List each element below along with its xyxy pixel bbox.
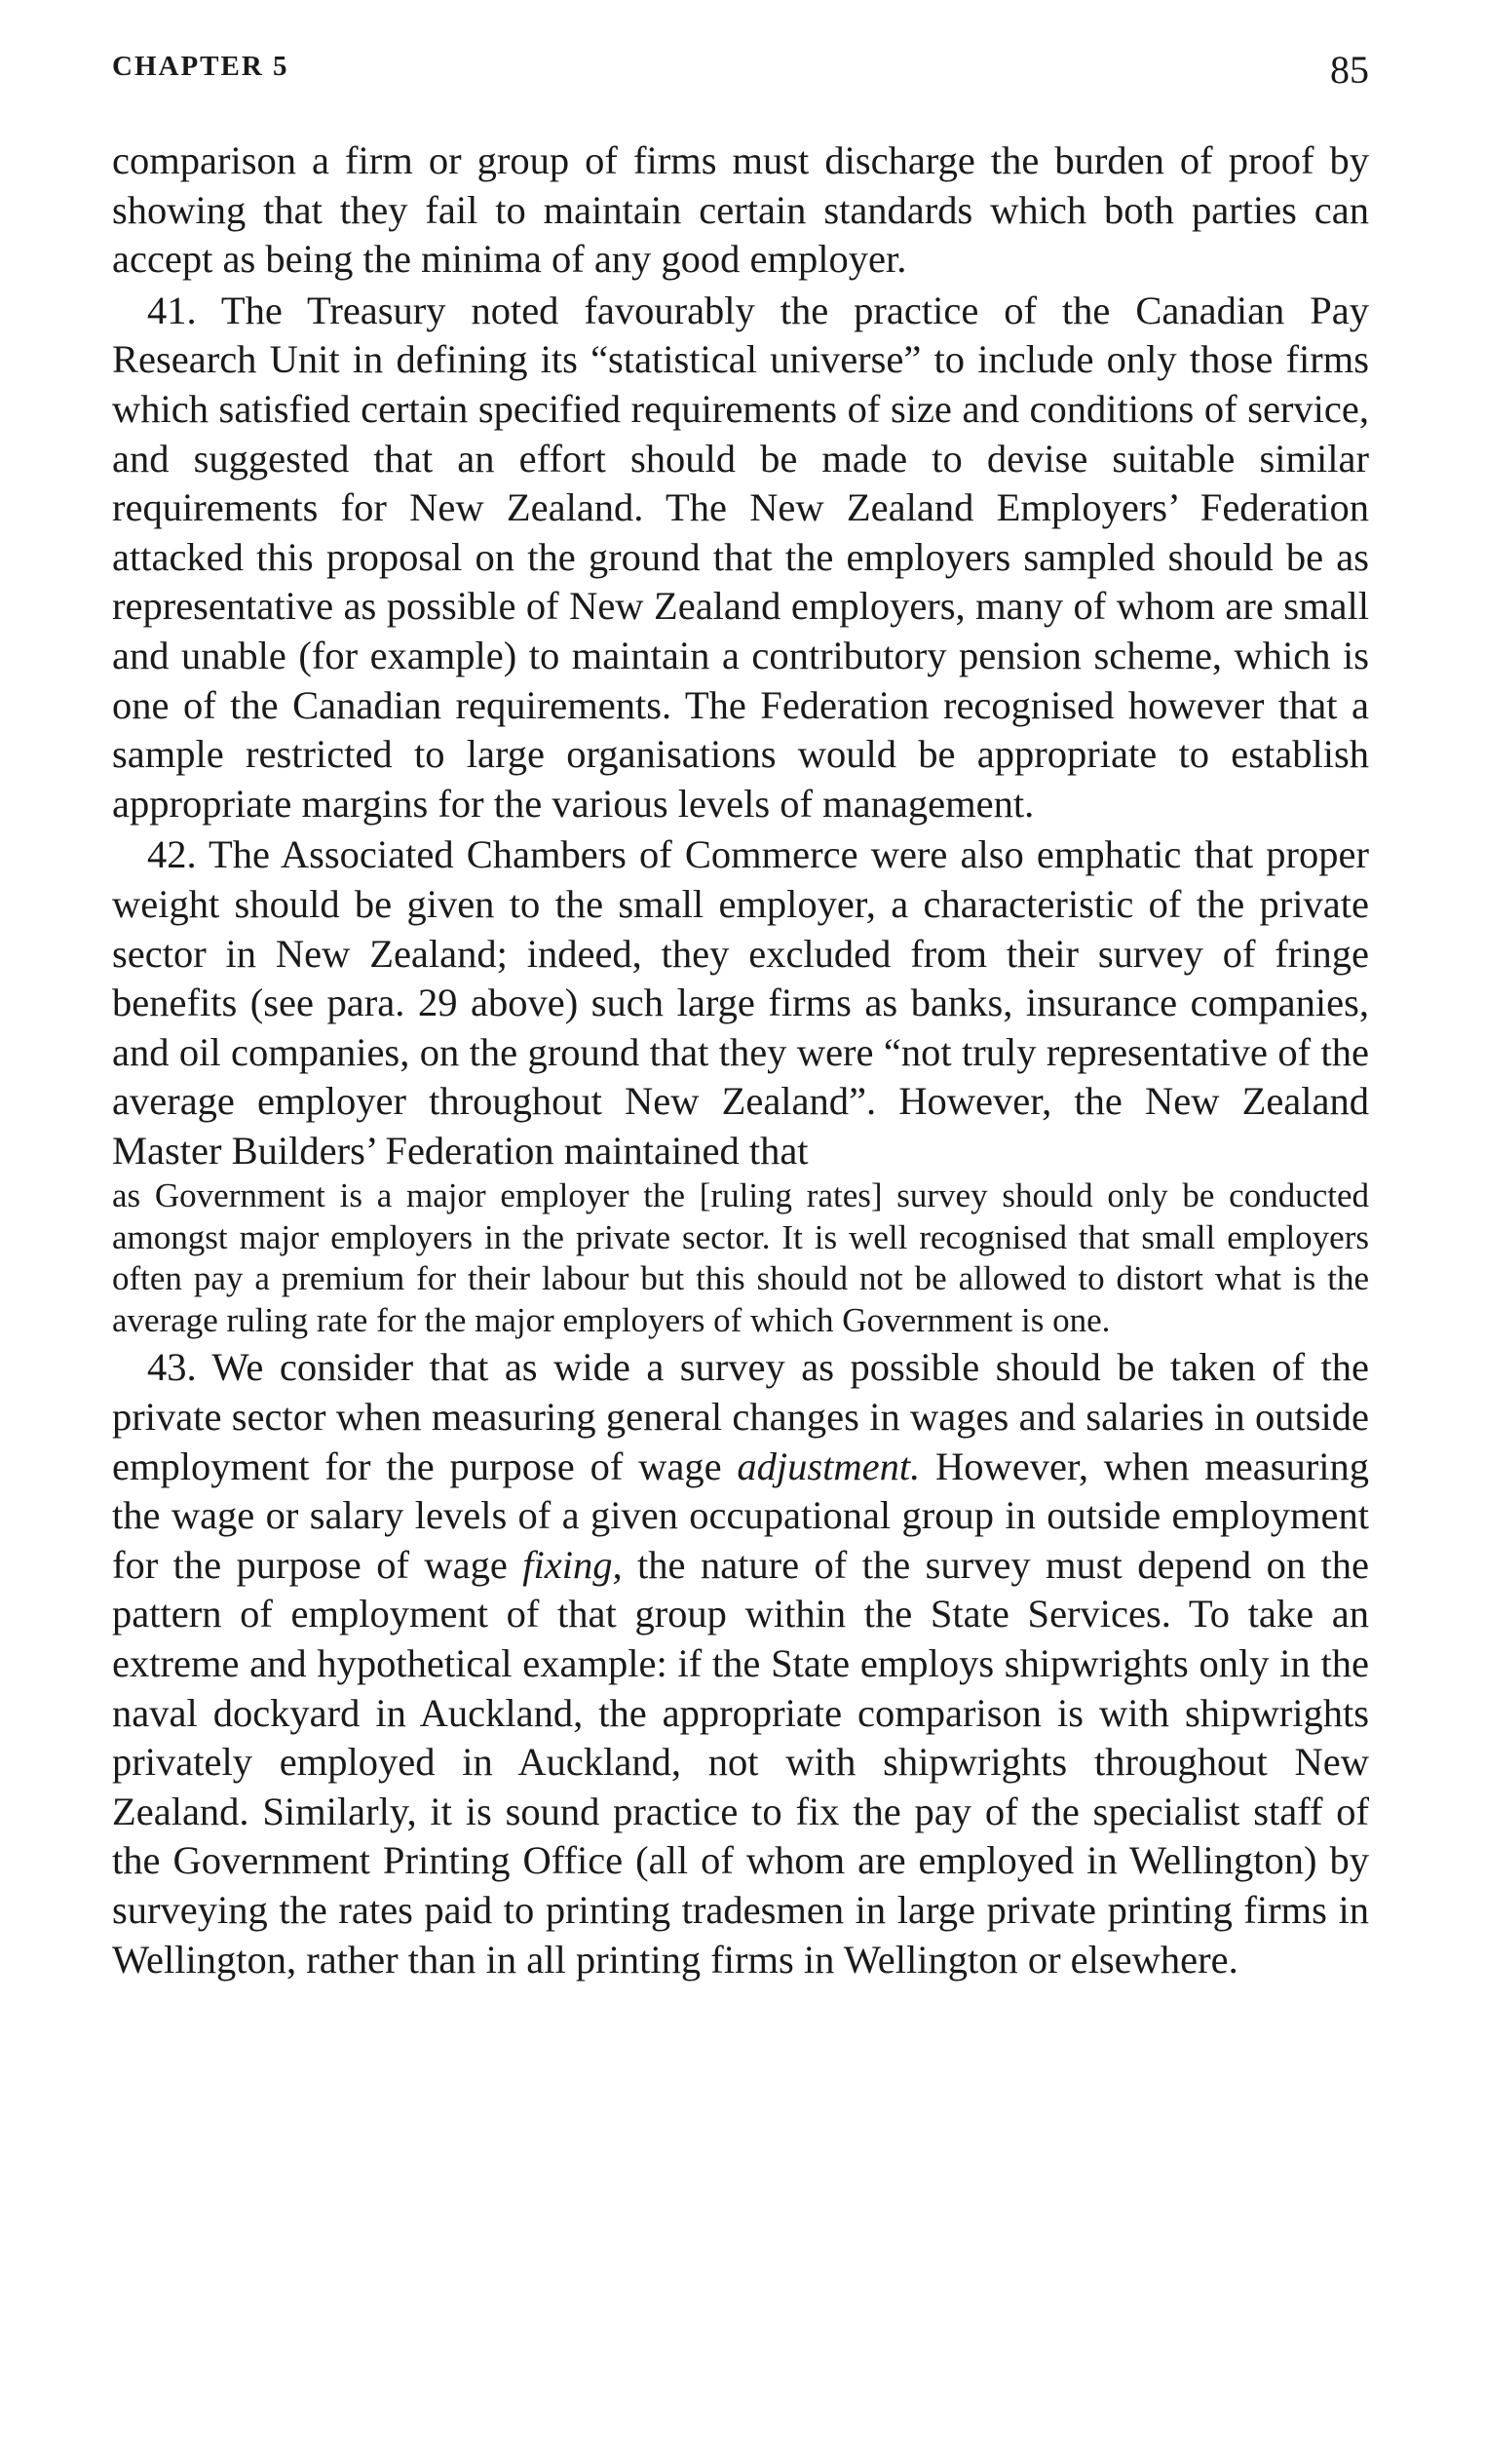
emphasis-text: fixing,: [522, 1542, 623, 1587]
page-body: [112, 136, 1369, 1984]
paragraph-number: 43.: [147, 1345, 197, 1390]
paragraph-text: However, when measuring the wage or salary levels of a given occupational group in outside employment for the purpose of wage: [112, 1444, 1369, 1587]
paragraph-number: 42.: [147, 832, 197, 877]
paragraph-text: We consider that as wide a survey as possible should be taken of the private sector when measuring general changes in wages and salaries in outside employment for the purpose of wage: [112, 1345, 1369, 1488]
emphasis-text: adjustment.: [737, 1444, 921, 1488]
chapter-heading: CHAPTER 5: [112, 51, 289, 82]
paragraph-text: the nature of the survey must depend on the pattern of employment of that group within the State Services. To take an extreme and hypothetical example: if the State employs shipwrights only in the naval dockyard in Auckland, the appropriate comparison is with shipwrights privately employed in Auckland, not with shipwrights throughout New Zealand. Similarly, it is sound practice to fix the pay of the specialist staff of the Government Printing Office (all of whom are employed in Wellington) by surveying the rates paid to printing tradesmen in large private printing firms in Wellington, rather than in all printing firms in Wellington or elsewhere.: [112, 1542, 1369, 1982]
page-header: [112, 47, 1369, 105]
page-number: 85: [1330, 48, 1369, 92]
paragraph-42: [112, 830, 1369, 1175]
paragraph-41: [112, 287, 1369, 829]
block-quote: as Government is a major employer the [ruling rates] survey should only be conducted amongst major employers in the private sector. It is well recognised that small employers often pay a premium for their labour but this should not be allowed to distort what is the average ruling rate for the major employers of which Government is one.: [112, 1176, 1369, 1339]
paragraph-number: 41.: [147, 288, 197, 332]
paragraph-continued: comparison a firm or group of firms must discharge the burden of proof by showing that they fail to maintain certain standards which both parties can accept as being the minima of any good employer.: [112, 138, 1369, 282]
paragraph-43: [112, 1343, 1369, 1984]
paragraph-text: The Associated Chambers of Commerce were also emphatic that proper weight should be given to the small employer, a characteristic of the private sector in New Zealand; indeed, they excluded from their survey of fringe benefits (see para. 29 above) such large firms as banks, insurance companies, and oil companies, on the ground that they were “not truly representative of the average employer throughout New Zealand”. However, the New Zealand Master Builders’ Federation maintained that: [112, 832, 1369, 1173]
paragraph-text: The Treasury noted favourably the practice of the Canadian Pay Research Unit in defining its “statistical universe” to include only those firms which satisfied certain specified requirements of size and conditions of service, and suggested that an effort should be made to devise suitable similar requirements for New Zealand. The New Zealand Employers’ Federation attacked this proposal on the ground that the employers sampled should be as representative as possible of New Zealand employers, many of whom are small and unable (for example) to maintain a contributory pension scheme, which is one of the Canadian requirements. The Federation recognised however that a sample restricted to large organisations would be appropriate to establish appropriate margins for the various levels of management.: [112, 288, 1369, 826]
